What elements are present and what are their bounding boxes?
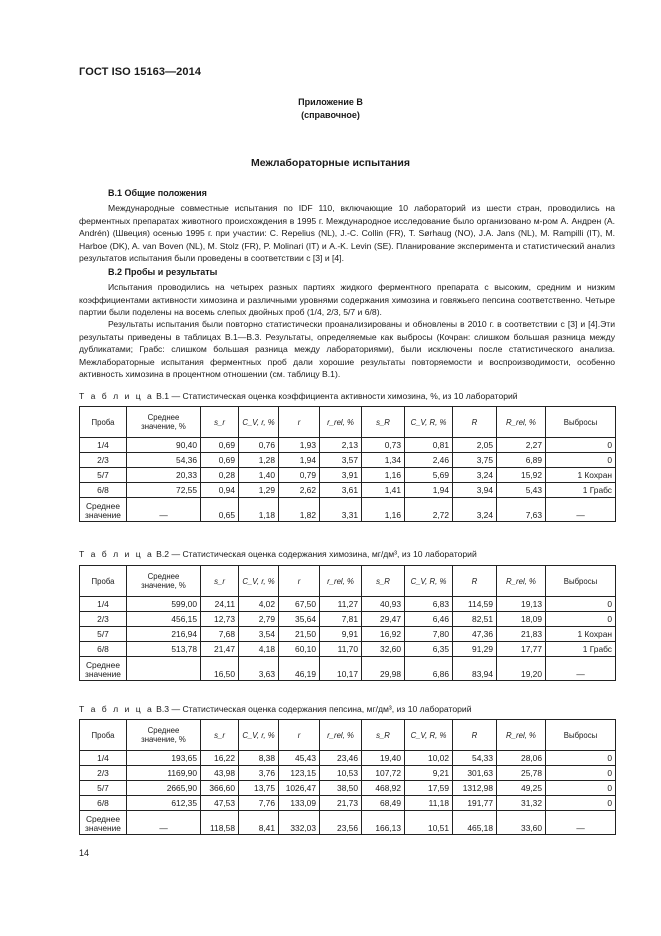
table-cell: 28,06 bbox=[497, 751, 546, 766]
table-cell: 1,18 bbox=[239, 498, 279, 522]
table-cell: 3,24 bbox=[453, 468, 497, 483]
table-cell: 2/3 bbox=[80, 766, 127, 781]
header-cell: s_R bbox=[362, 720, 405, 751]
table-row bbox=[80, 796, 616, 811]
table-cell: 2,79 bbox=[239, 612, 279, 627]
table-cell: 82,51 bbox=[453, 612, 497, 627]
table-cell: 9,21 bbox=[405, 766, 453, 781]
document-header: ГОСТ ISO 15163—2014 bbox=[79, 66, 202, 78]
table-header-row bbox=[80, 720, 616, 751]
table-cell: 513,78 bbox=[127, 642, 201, 657]
table-caption bbox=[79, 391, 518, 401]
header-cell: R bbox=[453, 720, 497, 751]
table-cell: 6,86 bbox=[405, 657, 453, 681]
header-cell: C_V, r, % bbox=[239, 720, 279, 751]
table-cell: 9,91 bbox=[320, 627, 362, 642]
table-cell: 19,20 bbox=[497, 657, 546, 681]
table-cell: 465,18 bbox=[453, 811, 497, 835]
page-title: Межлабораторные испытания bbox=[251, 157, 410, 169]
table-cell: 60,10 bbox=[279, 642, 320, 657]
table-cell: 0 bbox=[546, 766, 616, 781]
table-cell: 1 Грабс bbox=[546, 483, 616, 498]
table-row bbox=[80, 453, 616, 468]
header-cell: R_rel, % bbox=[497, 720, 546, 751]
table-cell: 1 Кохран bbox=[546, 468, 616, 483]
table-cell: 332,03 bbox=[279, 811, 320, 835]
table-cell: 191,77 bbox=[453, 796, 497, 811]
table-cell: 21,83 bbox=[497, 627, 546, 642]
table-caption bbox=[79, 704, 472, 714]
table-b3 bbox=[79, 719, 616, 835]
table-cell: 32,60 bbox=[362, 642, 405, 657]
caption-text: В.2 — Статистическая оценка содержания химозина, мг/дм³, из 10 лабораторий bbox=[153, 549, 477, 559]
table-cell: 23,46 bbox=[320, 751, 362, 766]
table-cell: 0,65 bbox=[201, 498, 239, 522]
table-cell: 11,27 bbox=[320, 597, 362, 612]
table-row bbox=[80, 468, 616, 483]
table-cell: — bbox=[127, 498, 201, 522]
table-row bbox=[80, 642, 616, 657]
table-cell: 10,53 bbox=[320, 766, 362, 781]
table-cell: 1/4 bbox=[80, 438, 127, 453]
table-cell: 13,75 bbox=[239, 781, 279, 796]
table-cell: 5/7 bbox=[80, 781, 127, 796]
table-cell: 7,63 bbox=[497, 498, 546, 522]
table-cell: 7,68 bbox=[201, 627, 239, 642]
table-cell: 49,25 bbox=[497, 781, 546, 796]
header-cell: C_V, R, % bbox=[405, 407, 453, 438]
table-cell: 6,89 bbox=[497, 453, 546, 468]
header-cell: Выбросы bbox=[546, 407, 616, 438]
table-cell: 612,35 bbox=[127, 796, 201, 811]
table-cell: 0,94 bbox=[201, 483, 239, 498]
header-cell: C_V, r, % bbox=[239, 407, 279, 438]
table-cell: 16,22 bbox=[201, 751, 239, 766]
table-cell: 0,73 bbox=[362, 438, 405, 453]
table-cell: 0 bbox=[546, 751, 616, 766]
header-cell: r_rel, % bbox=[320, 720, 362, 751]
table-cell: 0,79 bbox=[279, 468, 320, 483]
table-cell: 0 bbox=[546, 781, 616, 796]
table-cell: 67,50 bbox=[279, 597, 320, 612]
header-cell: C_V, R, % bbox=[405, 566, 453, 597]
table-cell: 17,77 bbox=[497, 642, 546, 657]
table-cell: 16,92 bbox=[362, 627, 405, 642]
table-mean-row bbox=[80, 811, 616, 835]
table-cell: 5,69 bbox=[405, 468, 453, 483]
table-cell: 2,05 bbox=[453, 438, 497, 453]
table-row bbox=[80, 751, 616, 766]
table-cell: 2,72 bbox=[405, 498, 453, 522]
header-cell: Проба bbox=[80, 566, 127, 597]
table-cell: 118,58 bbox=[201, 811, 239, 835]
table-cell: 47,36 bbox=[453, 627, 497, 642]
table-cell: 1,94 bbox=[405, 483, 453, 498]
table-cell: 91,29 bbox=[453, 642, 497, 657]
table-cell: 20,33 bbox=[127, 468, 201, 483]
table-cell: 1 Грабс bbox=[546, 642, 616, 657]
table-cell: 3,57 bbox=[320, 453, 362, 468]
table-cell: 21,47 bbox=[201, 642, 239, 657]
table-cell: 1,40 bbox=[239, 468, 279, 483]
table-cell: 0 bbox=[546, 438, 616, 453]
table-cell: 7,81 bbox=[320, 612, 362, 627]
table-row bbox=[80, 627, 616, 642]
annex-subtitle: (справочное) bbox=[301, 110, 360, 120]
table-cell: 3,94 bbox=[453, 483, 497, 498]
table-cell: 83,94 bbox=[453, 657, 497, 681]
table-cell: 123,15 bbox=[279, 766, 320, 781]
table-cell: 35,64 bbox=[279, 612, 320, 627]
table-cell: 16,50 bbox=[201, 657, 239, 681]
table-cell: 216,94 bbox=[127, 627, 201, 642]
table-cell: 4,18 bbox=[239, 642, 279, 657]
table-cell: 6/8 bbox=[80, 796, 127, 811]
table-cell: 3,31 bbox=[320, 498, 362, 522]
header-cell: r_rel, % bbox=[320, 566, 362, 597]
table-cell: 166,13 bbox=[362, 811, 405, 835]
table-cell: 1,28 bbox=[239, 453, 279, 468]
table-cell: 0,28 bbox=[201, 468, 239, 483]
table-cell: 8,38 bbox=[239, 751, 279, 766]
caption-lead: Т а б л и ц а bbox=[79, 704, 154, 714]
table-cell: 3,61 bbox=[320, 483, 362, 498]
table-cell: 38,50 bbox=[320, 781, 362, 796]
table-cell: 599,00 bbox=[127, 597, 201, 612]
table-cell: — bbox=[546, 811, 616, 835]
table-cell: 2,46 bbox=[405, 453, 453, 468]
header-cell: Среднее значение, % bbox=[127, 407, 201, 438]
table-cell: 0 bbox=[546, 453, 616, 468]
header-cell: s_r bbox=[201, 407, 239, 438]
table-cell: 366,60 bbox=[201, 781, 239, 796]
header-cell: R_rel, % bbox=[497, 566, 546, 597]
header-cell: r_rel, % bbox=[320, 407, 362, 438]
table-cell: 1/4 bbox=[80, 751, 127, 766]
table-cell: 5,43 bbox=[497, 483, 546, 498]
table-cell: 1,29 bbox=[239, 483, 279, 498]
table-cell: 11,70 bbox=[320, 642, 362, 657]
header-cell: Выбросы bbox=[546, 566, 616, 597]
table-cell: 1,16 bbox=[362, 498, 405, 522]
table-cell: 2,13 bbox=[320, 438, 362, 453]
table-cell: 1,41 bbox=[362, 483, 405, 498]
table-cell: 1,82 bbox=[279, 498, 320, 522]
table-cell: 2/3 bbox=[80, 612, 127, 627]
table-cell: 456,15 bbox=[127, 612, 201, 627]
header-cell: s_r bbox=[201, 566, 239, 597]
section-heading-b2: В.2 Пробы и результаты bbox=[108, 267, 218, 277]
table-cell: 8,41 bbox=[239, 811, 279, 835]
table-cell: 10,17 bbox=[320, 657, 362, 681]
header-cell: Среднее значение, % bbox=[127, 566, 201, 597]
table-cell: 54,36 bbox=[127, 453, 201, 468]
table-mean-row bbox=[80, 498, 616, 522]
table-cell: 6,46 bbox=[405, 612, 453, 627]
header-cell: R bbox=[453, 407, 497, 438]
table-cell: 5/7 bbox=[80, 627, 127, 642]
table-cell: 114,59 bbox=[453, 597, 497, 612]
table-cell: 6/8 bbox=[80, 642, 127, 657]
table-cell: 2665,90 bbox=[127, 781, 201, 796]
table-cell: 21,50 bbox=[279, 627, 320, 642]
header-cell: r bbox=[279, 720, 320, 751]
table-row bbox=[80, 781, 616, 796]
caption-text: В.3 — Статистическая оценка содержания пепсина, мг/дм³, из 10 лабораторий bbox=[153, 704, 472, 714]
table-row bbox=[80, 612, 616, 627]
table-cell: — bbox=[127, 811, 201, 835]
table-cell: 29,47 bbox=[362, 612, 405, 627]
table-cell: 68,49 bbox=[362, 796, 405, 811]
table-cell: 72,55 bbox=[127, 483, 201, 498]
table-cell: 45,43 bbox=[279, 751, 320, 766]
table-cell: 5/7 bbox=[80, 468, 127, 483]
table-cell: 40,93 bbox=[362, 597, 405, 612]
table-cell: Среднее значение bbox=[80, 811, 127, 835]
table-cell: 21,73 bbox=[320, 796, 362, 811]
table-cell: 3,54 bbox=[239, 627, 279, 642]
table-cell: 4,02 bbox=[239, 597, 279, 612]
table-cell: 17,59 bbox=[405, 781, 453, 796]
table-cell: 3,75 bbox=[453, 453, 497, 468]
header-cell: s_r bbox=[201, 720, 239, 751]
table-b2 bbox=[79, 565, 616, 681]
table-cell: 7,80 bbox=[405, 627, 453, 642]
table-cell: 29,98 bbox=[362, 657, 405, 681]
table-header-row bbox=[80, 566, 616, 597]
table-cell: 0,69 bbox=[201, 453, 239, 468]
table-cell: 3,91 bbox=[320, 468, 362, 483]
table-cell: 47,53 bbox=[201, 796, 239, 811]
table-cell: Среднее значение bbox=[80, 498, 127, 522]
header-cell: Проба bbox=[80, 720, 127, 751]
table-cell: 3,63 bbox=[239, 657, 279, 681]
header-cell: s_R bbox=[362, 407, 405, 438]
page-number: 14 bbox=[79, 848, 90, 858]
table-cell: 1,93 bbox=[279, 438, 320, 453]
caption-lead: Т а б л и ц а bbox=[79, 549, 154, 559]
table-cell: — bbox=[546, 498, 616, 522]
header-cell: R_rel, % bbox=[497, 407, 546, 438]
header-cell: s_R bbox=[362, 566, 405, 597]
table-cell: 0 bbox=[546, 612, 616, 627]
table-cell: 46,19 bbox=[279, 657, 320, 681]
table-row bbox=[80, 438, 616, 453]
table-cell: 43,98 bbox=[201, 766, 239, 781]
table-cell: 31,32 bbox=[497, 796, 546, 811]
header-cell: C_V, r, % bbox=[239, 566, 279, 597]
table-cell: 12,73 bbox=[201, 612, 239, 627]
annex-title: Приложение В bbox=[298, 97, 363, 107]
table-header-row bbox=[80, 407, 616, 438]
table-mean-row bbox=[80, 657, 616, 681]
table-cell: 1 Кохран bbox=[546, 627, 616, 642]
table-b1 bbox=[79, 406, 616, 522]
table-cell: — bbox=[546, 657, 616, 681]
table-cell: 1169,90 bbox=[127, 766, 201, 781]
table-cell: 2/3 bbox=[80, 453, 127, 468]
table-cell: Среднее значение bbox=[80, 657, 127, 681]
table-cell: 468,92 bbox=[362, 781, 405, 796]
table-cell: 19,13 bbox=[497, 597, 546, 612]
table-cell: 1,34 bbox=[362, 453, 405, 468]
table-cell: 1,16 bbox=[362, 468, 405, 483]
table-cell: 0,69 bbox=[201, 438, 239, 453]
table-cell: 10,02 bbox=[405, 751, 453, 766]
table-cell: 1026,47 bbox=[279, 781, 320, 796]
table-cell: 2,62 bbox=[279, 483, 320, 498]
table-cell: 24,11 bbox=[201, 597, 239, 612]
table-cell: 90,40 bbox=[127, 438, 201, 453]
table-cell: 18,09 bbox=[497, 612, 546, 627]
table-cell: 15,92 bbox=[497, 468, 546, 483]
table-cell: 0 bbox=[546, 597, 616, 612]
header-cell: C_V, R, % bbox=[405, 720, 453, 751]
table-cell: 1,94 bbox=[279, 453, 320, 468]
table-cell: 54,33 bbox=[453, 751, 497, 766]
caption-lead: Т а б л и ц а bbox=[79, 391, 154, 401]
table-cell: 6,83 bbox=[405, 597, 453, 612]
table-cell: 33,60 bbox=[497, 811, 546, 835]
table-cell: 7,76 bbox=[239, 796, 279, 811]
table-cell: 1312,98 bbox=[453, 781, 497, 796]
table-cell: 3,76 bbox=[239, 766, 279, 781]
table-row bbox=[80, 597, 616, 612]
table-cell: 23,56 bbox=[320, 811, 362, 835]
table-cell: 0 bbox=[546, 796, 616, 811]
header-cell: R bbox=[453, 566, 497, 597]
table-cell: 3,24 bbox=[453, 498, 497, 522]
caption-text: В.1 — Статистическая оценка коэффициента активности химозина, %, из 10 лабораторий bbox=[153, 391, 518, 401]
table-cell: 2,27 bbox=[497, 438, 546, 453]
table-cell: 0,76 bbox=[239, 438, 279, 453]
table-row bbox=[80, 766, 616, 781]
paragraph: Испытания проводились на четырех разных партиях жидкого ферментного препарата с высоким, средним и низким коэффициентами активности химозина и различными уровнями содержания химозина и говяжьего пепсина соответственно. Четыре партии были поделены на восемь слепых двойных проб (1/4, 2/3, 5/7 и 6/8). bbox=[79, 282, 615, 318]
table-cell: 11,18 bbox=[405, 796, 453, 811]
header-cell: Среднее значение, % bbox=[127, 720, 201, 751]
table-cell: 1/4 bbox=[80, 597, 127, 612]
table-cell: 25,78 bbox=[497, 766, 546, 781]
table-cell: 19,40 bbox=[362, 751, 405, 766]
table-cell: 107,72 bbox=[362, 766, 405, 781]
header-cell: r bbox=[279, 407, 320, 438]
table-cell bbox=[127, 657, 201, 681]
table-row bbox=[80, 483, 616, 498]
table-cell: 10,51 bbox=[405, 811, 453, 835]
table-cell: 301,63 bbox=[453, 766, 497, 781]
table-cell: 6,35 bbox=[405, 642, 453, 657]
paragraph: Международные совместные испытания по IDF 110, включающие 10 лабораторий из шести стран, проводились на ферментных препаратах животного происхождения в 1995 г. Международное исследование было организовано м-ром А. Андрен (A. Andrén) (Швеция) осенью 1995 г. при участии: C. Repelius (NL), J.-C. Collin (FR), T. Sørhaug (NO), J.A. Jans (NL), M. Rampilli (IT), M. Harboe (DK), A. van Boven (NL), M. Stolz (FR), P. Molinari (IT) и A.-K. Levin (SE). Планирование эксперимента и статистический анализ результатов испытания были проведены в соответствии с [3] и [4]. bbox=[79, 203, 615, 264]
header-cell: Выбросы bbox=[546, 720, 616, 751]
table-cell: 0,81 bbox=[405, 438, 453, 453]
table-cell: 193,65 bbox=[127, 751, 201, 766]
section-heading-b1: В.1 Общие положения bbox=[108, 188, 207, 198]
header-cell: Проба bbox=[80, 407, 127, 438]
table-caption bbox=[79, 549, 477, 559]
table-cell: 133,09 bbox=[279, 796, 320, 811]
table-cell: 6/8 bbox=[80, 483, 127, 498]
paragraph: Результаты испытания были повторно статистически проанализированы и обновлены в 2010 г. в соответствии с [3] и [4].Эти результаты приведены в таблицах В.1—В.3. Результаты, определяемые как выбросы (Кочран: слишком большая разница между дубликатами; Грабс: слишком большая разница между лабораториями), были исключены после статистического анализа. Межлабораторные испытания ферментных проб дали хорошие результаты повторяемости и воспроизводимости, особенно активность химозина в процентном отношении (см. таблицу В.1). bbox=[79, 319, 615, 380]
header-cell: r bbox=[279, 566, 320, 597]
